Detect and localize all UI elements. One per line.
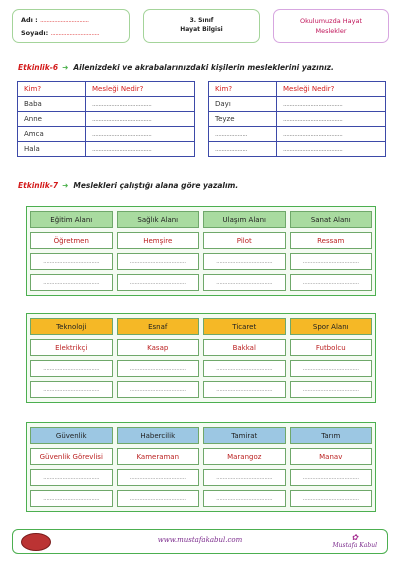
job-blank[interactable]: ...................................	[30, 490, 113, 507]
name-blank[interactable]: ...............................	[40, 16, 89, 24]
job-blank[interactable]: ...................................	[117, 253, 200, 270]
job-blank[interactable]: ...................................	[203, 469, 286, 486]
example-job: Kasap	[117, 339, 200, 356]
job-blank[interactable]: ...................................	[117, 381, 200, 398]
job-blank[interactable]: ...................................	[30, 381, 113, 398]
student-info-box	[12, 9, 130, 43]
footer-url[interactable]: www.mustafakabul.com	[157, 536, 243, 544]
subject-text: Hayat Bilgisi	[180, 26, 223, 33]
job-blank[interactable]: ...................................	[290, 253, 373, 270]
table-row	[18, 112, 195, 127]
col-who-header: Kim?	[18, 82, 86, 97]
answer-blank[interactable]: .....................................	[86, 142, 195, 157]
field-header: Tamirat	[203, 427, 286, 444]
field-header: Ulaşım Alanı	[203, 211, 286, 228]
table-row	[18, 127, 195, 142]
field-header: Tarım	[290, 427, 373, 444]
job-blank[interactable]: ...................................	[203, 253, 286, 270]
job-blank[interactable]: ...................................	[30, 360, 113, 377]
grade-text: 3. Sınıf	[189, 17, 214, 24]
example-job: Ressam	[290, 232, 373, 249]
job-blank[interactable]: ...................................	[117, 469, 200, 486]
flower-icon: ✿	[351, 533, 359, 542]
field-header: Sağlık Alanı	[117, 211, 200, 228]
field-header: Ticaret	[203, 318, 286, 335]
job-blank[interactable]: ...................................	[30, 469, 113, 486]
example-job: Hemşire	[117, 232, 200, 249]
activity7-label: Etkinlik-7	[18, 181, 59, 190]
arrow-icon: ➜	[62, 63, 69, 72]
activity7-instruction: Meslekleri çalıştığı alana göre yazalım.	[73, 181, 239, 190]
class-info-box	[143, 9, 260, 43]
answer-blank[interactable]: .....................................	[277, 127, 386, 142]
table-row	[209, 97, 386, 112]
example-job: Güvenlik Görevlisi	[30, 448, 113, 465]
field-header: Sanat Alanı	[290, 211, 373, 228]
job-blank[interactable]: ...................................	[203, 360, 286, 377]
field-group-1	[26, 206, 376, 296]
surname-row	[21, 29, 99, 37]
job-blank[interactable]: ...................................	[117, 360, 200, 377]
activity7-title	[18, 181, 238, 190]
topic-text: Meslekler	[315, 27, 347, 35]
person-cell: Amca	[18, 127, 86, 142]
answer-blank[interactable]: .....................................	[86, 127, 195, 142]
example-job: Futbolcu	[290, 339, 373, 356]
field-group-2	[26, 313, 376, 403]
job-blank[interactable]: ...................................	[290, 490, 373, 507]
surname-blank[interactable]: ...............................	[50, 29, 100, 37]
job-blank[interactable]: ...................................	[117, 274, 200, 291]
table-row	[209, 127, 386, 142]
name-row	[21, 16, 89, 24]
field-group-3	[26, 422, 376, 512]
person-blank[interactable]: ....................	[209, 127, 277, 142]
answer-blank[interactable]: .....................................	[277, 97, 386, 112]
example-job: Marangoz	[203, 448, 286, 465]
unit-text: Okulumuzda Hayat	[299, 17, 362, 25]
activity6-title	[18, 63, 334, 72]
brand-text: Mustafa Kabul	[332, 542, 377, 549]
person-cell: Baba	[18, 97, 86, 112]
example-job: Manav	[290, 448, 373, 465]
activity6-label: Etkinlik-6	[18, 63, 59, 72]
brand-logo	[333, 534, 377, 549]
name-label: Adı :	[21, 16, 38, 24]
answer-blank[interactable]: .....................................	[86, 97, 195, 112]
footer	[12, 529, 388, 554]
person-cell: Dayı	[209, 97, 277, 112]
job-blank[interactable]: ...................................	[203, 381, 286, 398]
field-header: Teknoloji	[30, 318, 113, 335]
example-job: Öğretmen	[30, 232, 113, 249]
answer-blank[interactable]: .....................................	[86, 112, 195, 127]
person-blank[interactable]: ....................	[209, 142, 277, 157]
table-header-row	[18, 82, 195, 97]
table-row	[209, 112, 386, 127]
job-blank[interactable]: ...................................	[290, 381, 373, 398]
job-blank[interactable]: ...................................	[290, 274, 373, 291]
table-header-row	[209, 82, 386, 97]
job-blank[interactable]: ...................................	[290, 469, 373, 486]
field-header: Eğitim Alanı	[30, 211, 113, 228]
table-row	[18, 97, 195, 112]
table-row	[209, 142, 386, 157]
job-blank[interactable]: ...................................	[30, 253, 113, 270]
field-header: Esnaf	[117, 318, 200, 335]
person-cell: Teyze	[209, 112, 277, 127]
surname-label: Soyadı:	[21, 29, 49, 37]
topic-box	[273, 9, 389, 43]
person-cell: Hala	[18, 142, 86, 157]
table-row	[18, 142, 195, 157]
job-blank[interactable]: ...................................	[203, 490, 286, 507]
example-job: Kameraman	[117, 448, 200, 465]
field-header: Güvenlik	[30, 427, 113, 444]
field-header: Habercilik	[117, 427, 200, 444]
person-cell: Anne	[18, 112, 86, 127]
job-blank[interactable]: ...................................	[203, 274, 286, 291]
field-header: Spor Alanı	[290, 318, 373, 335]
arrow-icon: ➜	[62, 181, 69, 190]
example-job: Bakkal	[203, 339, 286, 356]
example-job: Pilot	[203, 232, 286, 249]
activity6-instruction: Ailenizdeki ve akrabalarınızdaki kişilerin mesleklerini yazınız.	[73, 63, 334, 72]
col-who-header: Kim?	[209, 82, 277, 97]
example-job: Elektrikçi	[30, 339, 113, 356]
job-blank[interactable]: ...................................	[30, 274, 113, 291]
col-job-header: Mesleği Nedir?	[277, 82, 386, 97]
answer-blank[interactable]: .....................................	[277, 142, 386, 157]
job-blank[interactable]: ...................................	[117, 490, 200, 507]
col-job-header: Mesleği Nedir?	[86, 82, 195, 97]
family-table-right	[208, 81, 386, 157]
family-table-left	[17, 81, 195, 157]
answer-blank[interactable]: .....................................	[277, 112, 386, 127]
job-blank[interactable]: ...................................	[290, 360, 373, 377]
